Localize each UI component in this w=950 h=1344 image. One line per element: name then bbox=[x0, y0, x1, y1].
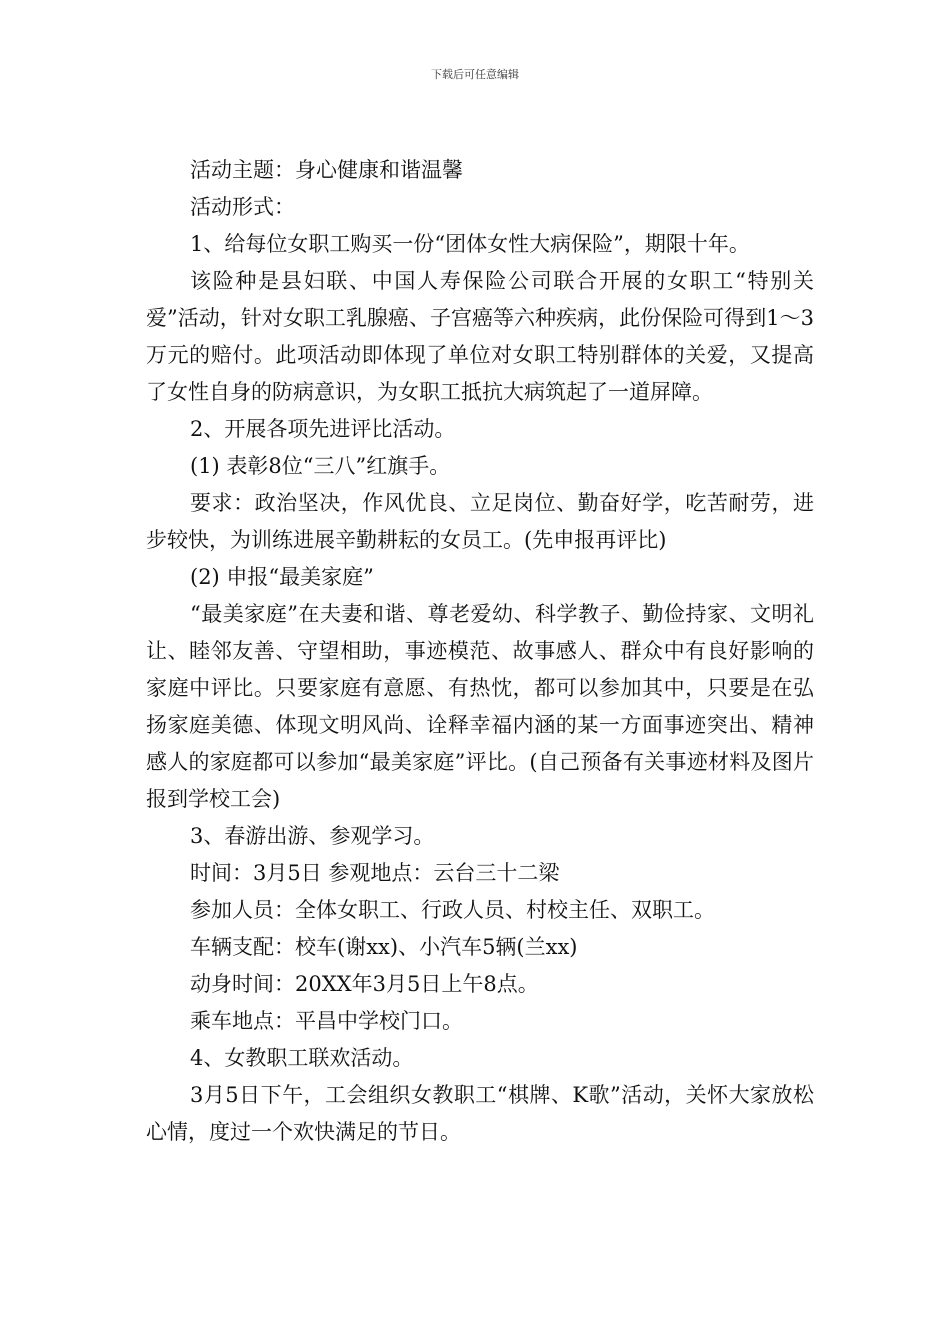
paragraph-form: 活动形式： bbox=[190, 195, 295, 219]
paragraph-requirements: 要求：政治坚决，作风优良、立足岗位、勤奋好学，吃苦耐劳，进步较快，为训练进展辛勤耕耘的女员工。(先申报再评比) bbox=[146, 491, 814, 552]
paragraph-item-1: 1、给每位女职工购买一份“团体女性大病保险”，期限十年。 bbox=[190, 232, 750, 256]
page-header: 下载后可任意编辑 bbox=[431, 68, 519, 81]
paragraph-sub-1: (1) 表彰8位“三八”红旗手。 bbox=[190, 454, 451, 478]
paragraph-party: 3月5日下午，工会组织女教职工“棋牌、K歌”活动，关怀大家放松心情，度过一个欢快满足的节日。 bbox=[146, 1083, 814, 1144]
document-body bbox=[146, 152, 814, 1151]
paragraph-boarding: 乘车地点：平昌中学校门口。 bbox=[190, 1009, 463, 1033]
paragraph-item-4: 4、女教职工联欢活动。 bbox=[190, 1046, 414, 1070]
paragraph-sub-2: (2) 申报“最美家庭” bbox=[190, 565, 374, 589]
paragraph-departure: 动身时间：20XX年3月5日上午8点。 bbox=[190, 972, 539, 996]
paragraph-vehicles: 车辆支配：校车(谢xx)、小汽车5辆(兰xx) bbox=[190, 935, 578, 959]
paragraph-insurance: 该险种是县妇联、中国人寿保险公司联合开展的女职工“特别关爱”活动，针对女职工乳腺癌、子宫癌等六种疾病，此份保险可得到1～3万元的赔付。此项活动即体现了单位对女职工特别群体的关爱，又提高了女性自身的防病意识，为女职工抵抗大病筑起了一道屏障。 bbox=[146, 269, 814, 404]
paragraph-family: “最美家庭”在夫妻和谐、尊老爱幼、科学教子、勤俭持家、文明礼让、睦邻友善、守望相助，事迹模范、故事感人、群众中有良好影响的家庭中评比。只要家庭有意愿、有热忱，都可以参加其中，只要是在弘扬家庭美德、体现文明风尚、诠释幸福内涵的某一方面事迹突出、精神感人的家庭都可以参加“最美家庭”评比。(自己预备有关事迹材料及图片报到学校工会) bbox=[146, 602, 814, 811]
paragraph-time: 时间：3月5日 参观地点：云台三十二梁 bbox=[190, 861, 560, 885]
paragraph-item-2: 2、开展各项先进评比活动。 bbox=[190, 417, 456, 441]
paragraph-participants: 参加人员：全体女职工、行政人员、村校主任、双职工。 bbox=[190, 898, 715, 922]
paragraph-item-3: 3、春游出游、参观学习。 bbox=[190, 824, 435, 848]
paragraph-theme: 活动主题：身心健康和谐温馨 bbox=[190, 158, 463, 182]
